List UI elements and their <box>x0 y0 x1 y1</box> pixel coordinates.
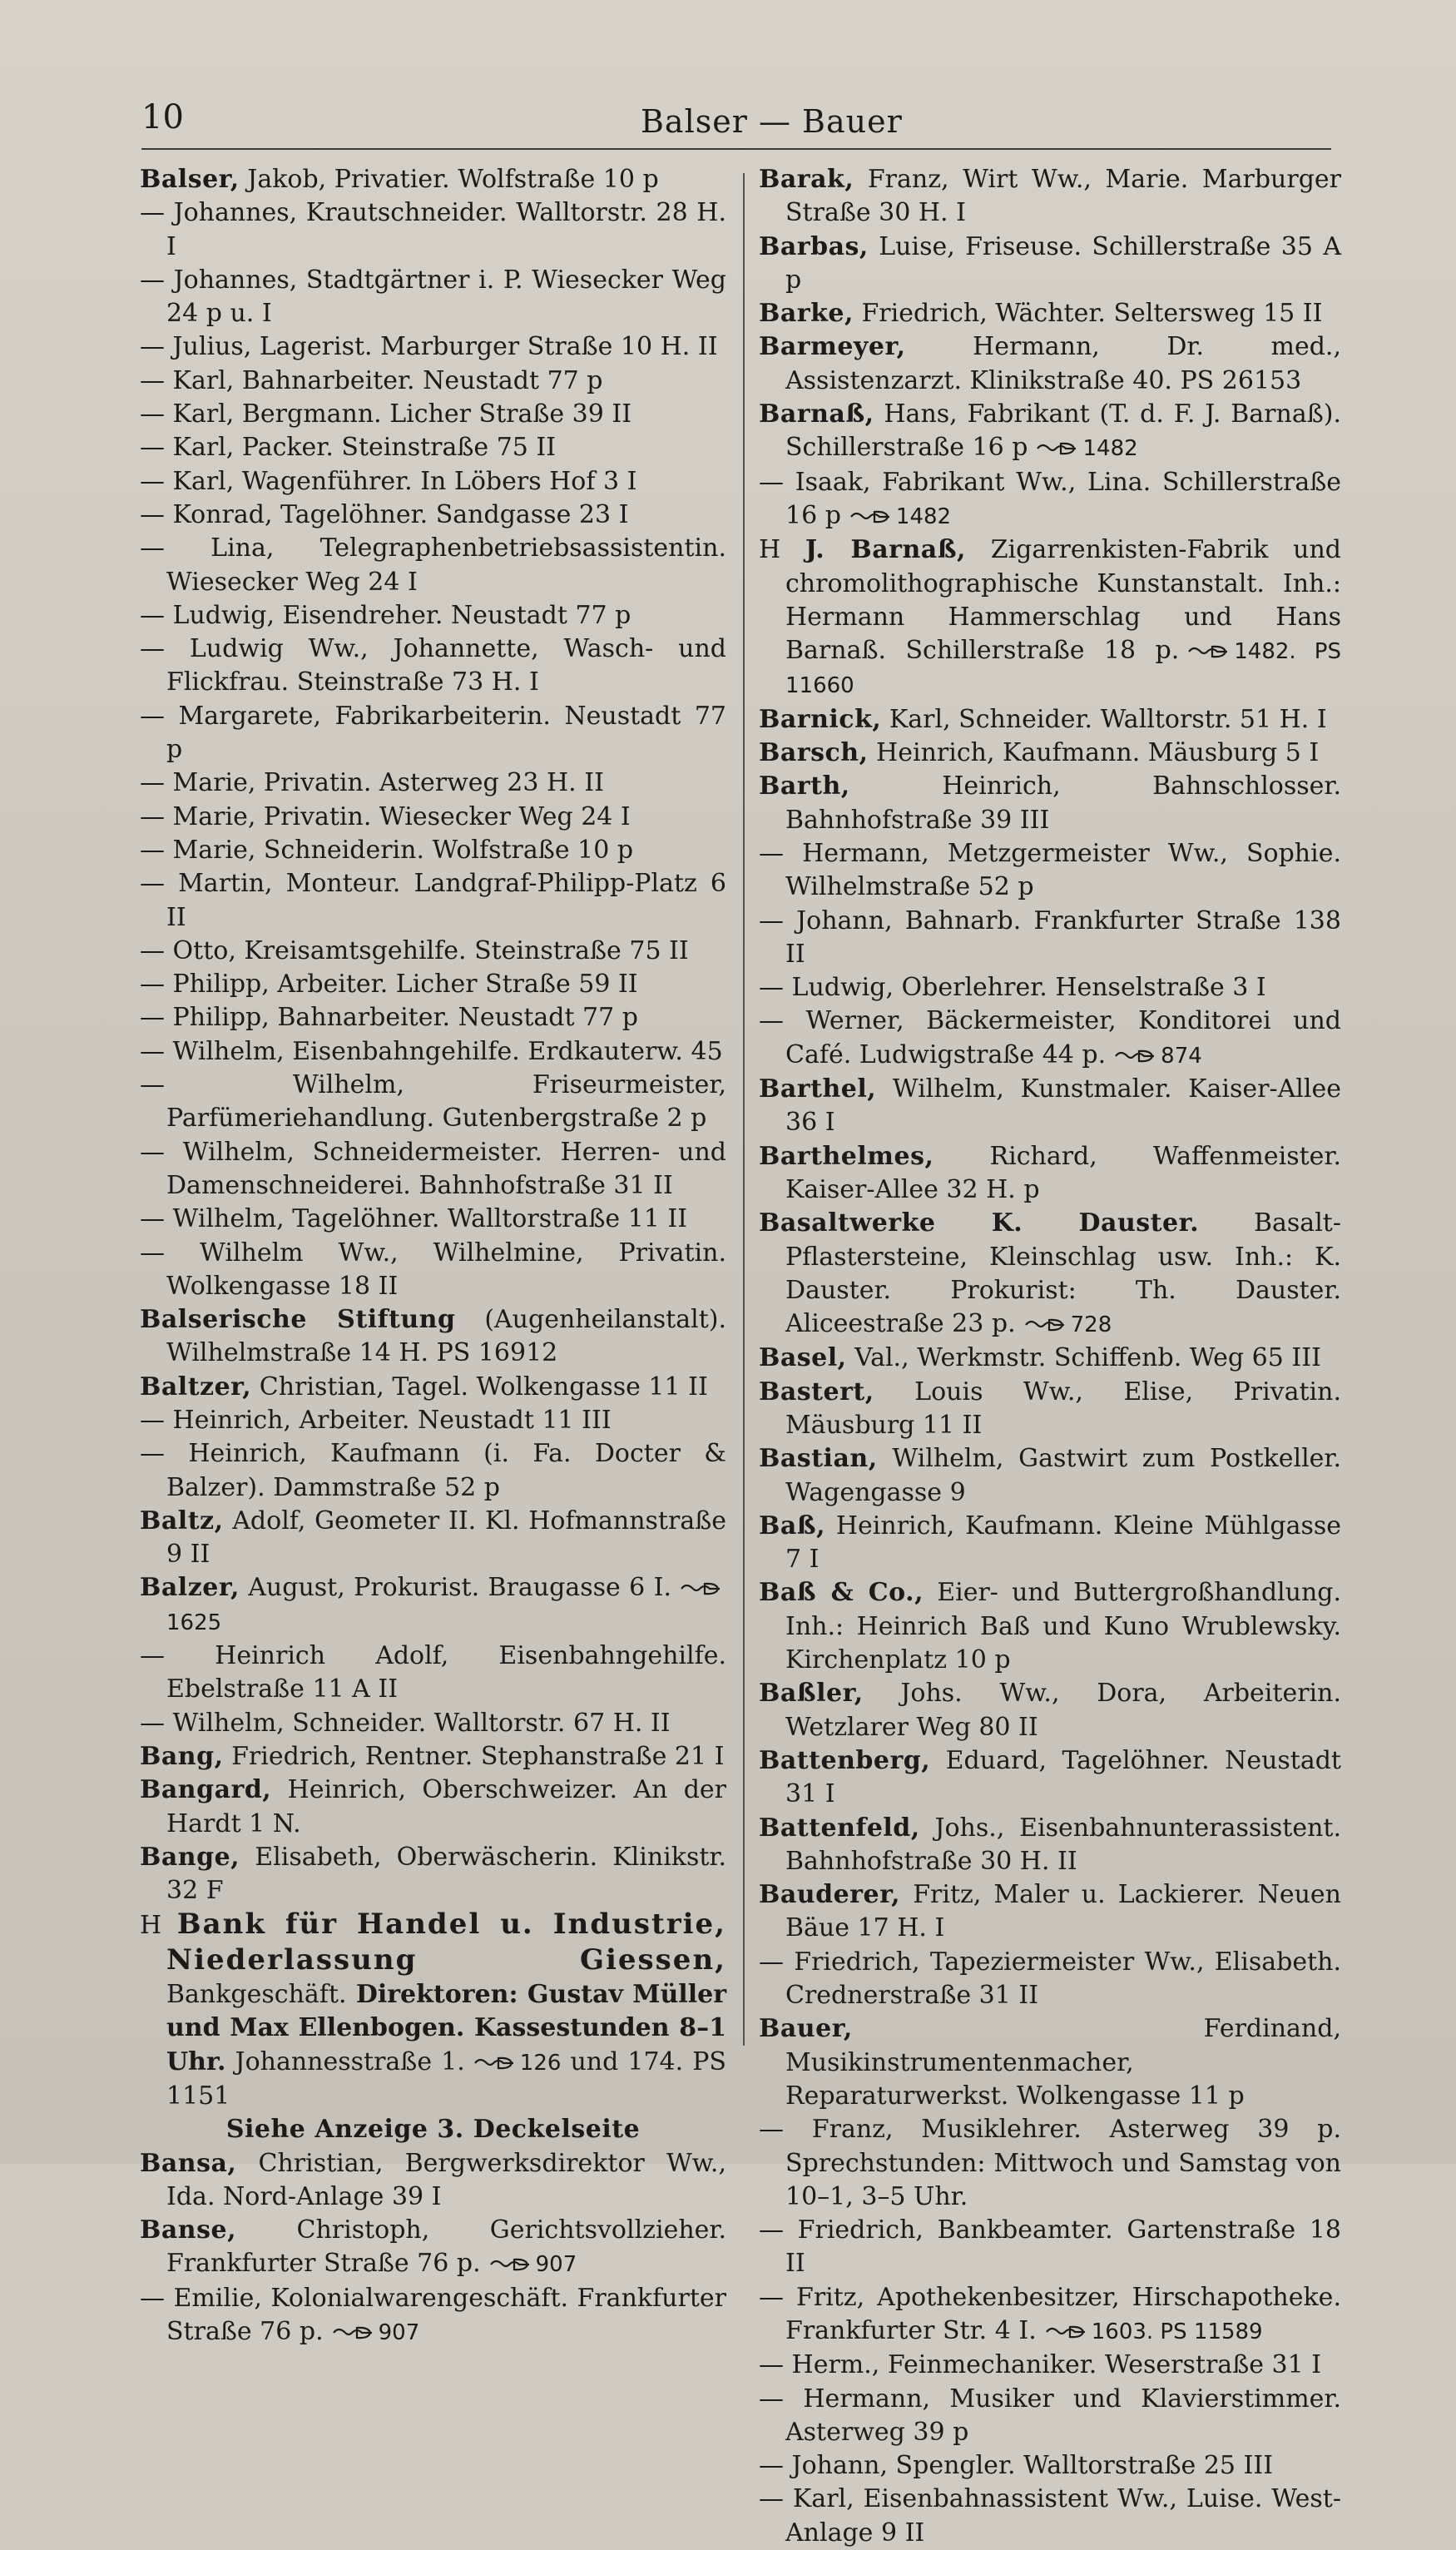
directory-entry <box>140 532 726 599</box>
right-column <box>759 163 1341 2550</box>
directory-entry <box>140 1571 726 1640</box>
entry-text: Konrad, Tagelöhner. Sandgasse 23 I <box>172 499 629 529</box>
directory-entry <box>140 1908 726 2113</box>
directory-entry <box>759 905 1341 972</box>
directory-entry <box>759 2383 1341 2450</box>
telephone-number: 907 <box>535 2252 577 2278</box>
telephone-number: 1603. PS 11589 <box>1091 2319 1263 2344</box>
directory-entry <box>140 1303 726 1371</box>
ditto-dash: — <box>140 399 173 429</box>
directory-entry <box>759 1510 1341 1577</box>
directory-entry <box>140 2147 726 2215</box>
telephone-icon <box>1114 1048 1156 1064</box>
entry-text: Basalt-Pflastersteine, Kleinschlag usw. Inh.: K. Dauster. Prokurist: Th. Dauster. Aliceestraße 23 p. <box>785 1208 1341 1339</box>
entry-headword: Barnaß, <box>759 399 874 429</box>
directory-entry <box>759 837 1341 905</box>
entry-text: Luise, Friseuse. Schillerstraße 35 A p <box>785 231 1341 295</box>
directory-entry <box>140 465 726 499</box>
entry-text: Wilhelm, Tagelöhner. Walltorstraße 11 II <box>172 1204 688 1234</box>
entry-text: Karl, Bergmann. Licher Straße 39 II <box>172 399 632 429</box>
entry-text: August, Prokurist. Braugasse 6 I. <box>239 1573 671 1603</box>
telephone-number: 1482 <box>895 504 952 529</box>
directory-entry <box>759 297 1341 330</box>
directory-entry <box>140 867 726 935</box>
entry-text: Johs. Ww., Dora, Arbeiterin. Wetzlarer Weg 80 II <box>785 1679 1341 1742</box>
entry-headword: Barthelmes, <box>759 1141 934 1171</box>
entry-text: Wilhelm Ww., Wilhelmine, Privatin. Wolkengasse 18 II <box>166 1238 726 1301</box>
entry-headword: Balser, <box>140 165 240 194</box>
telephone-icon <box>1036 440 1077 457</box>
directory-entry <box>140 633 726 700</box>
ditto-dash: — <box>140 499 173 529</box>
entry-text: Elisabeth, Oberwäscherin. Klinikstr. 32 F <box>166 1842 726 1906</box>
directory-entry <box>759 1005 1341 1073</box>
directory-entry <box>140 1437 726 1505</box>
entry-text: Friedrich, Tapeziermeister Ww., Elisabeth. Crednerstraße 31 II <box>785 1947 1341 2011</box>
entry-text: Karl, Wagenführer. In Löbers Hof 3 I <box>172 466 637 496</box>
ditto-dash: — <box>140 198 174 228</box>
entry-text: Franz, Wirt Ww., Marie. Marburger Straße 30 H. I <box>785 165 1341 228</box>
ditto-dash: — <box>759 2384 804 2414</box>
directory-entry <box>759 2012 1341 2113</box>
entry-text: Heinrich, Kaufmann. Mäusburg 5 I <box>868 738 1320 768</box>
directory-entry <box>140 431 726 464</box>
entry-marker: H <box>140 1911 177 1941</box>
directory-entry <box>140 1371 726 1404</box>
entry-text: Marie, Privatin. Asterweg 23 H. II <box>172 768 604 798</box>
entry-headword: Bastert, <box>759 1377 874 1406</box>
entry-text: Otto, Kreisamtsgehilfe. Steinstraße 75 II <box>172 935 689 965</box>
entry-headword: Barnick, <box>759 704 882 734</box>
entry-headword: J. Barnaß, <box>805 535 966 565</box>
telephone-number: 1482 <box>1082 436 1138 462</box>
ditto-dash: — <box>759 838 803 868</box>
entry-headword: Banse, <box>140 2215 237 2245</box>
directory-entry <box>759 1376 1341 1443</box>
ditto-dash: — <box>140 1204 173 1234</box>
entry-text: Heinrich, Kaufmann (i. Fa. Docter & Balzer). Dammstraße 52 p <box>166 1439 726 1502</box>
entry-text: Friedrich, Bankbeamter. Gartenstraße 18 II <box>785 2215 1341 2279</box>
entry-text: Marie, Schneiderin. Wolfstraße 10 p <box>172 835 634 865</box>
entry-text: Philipp, Arbeiter. Licher Straße 59 II <box>172 970 638 1000</box>
ditto-dash: — <box>140 332 173 362</box>
ditto-dash: — <box>140 365 173 395</box>
entry-headword: Baß & Co., <box>759 1578 924 1608</box>
directory-entry <box>759 1744 1341 1812</box>
entry-text: Hermann, Musiker und Klavierstimmer. Asterweg 39 p <box>785 2384 1341 2447</box>
ditto-dash: — <box>140 801 173 831</box>
page-header <box>141 98 1331 148</box>
entry-text: Emilie, Kolonialwarengeschäft. Frankfurter Straße 76 p. <box>166 2283 726 2346</box>
ditto-dash: — <box>140 265 174 295</box>
ditto-dash: — <box>140 935 173 965</box>
directory-entry <box>759 2349 1341 2382</box>
entry-text: Werner, Bäckermeister, Konditorei und Café. Ludwigstraße 44 p. <box>785 1006 1342 1069</box>
directory-entry <box>140 1740 726 1774</box>
directory-entry <box>759 770 1341 837</box>
entry-text: und 174. PS 1151 <box>166 2046 726 2111</box>
directory-entry <box>759 1576 1341 1677</box>
ditto-dash: — <box>140 768 173 798</box>
telephone-icon <box>680 1580 721 1597</box>
entry-headword: Bang, <box>140 1741 224 1771</box>
entry-headword: Baß, <box>759 1511 826 1540</box>
entry-headword: Bauer, <box>759 2014 853 2044</box>
ditto-dash: — <box>759 2350 792 2380</box>
directory-entry <box>140 2214 726 2282</box>
ditto-dash: — <box>140 433 173 463</box>
ditto-dash: — <box>140 869 179 899</box>
directory-entry <box>140 766 726 800</box>
telephone-number: 907 <box>378 2320 420 2345</box>
ditto-dash: — <box>140 1641 215 1671</box>
ditto-dash: — <box>140 634 190 664</box>
entry-text: Richard, Waffenmeister. Kaiser-Allee 32 H. p <box>785 1141 1341 1204</box>
entry-text: Johs., Eisenbahnunterassistent. Bahnhofstraße 30 H. II <box>785 1813 1341 1876</box>
entry-text: Karl, Eisenbahnassistent Ww., Luise. West-Anlage 9 II <box>785 2484 1341 2548</box>
entry-headword: Bansa, <box>140 2148 237 2178</box>
entry-text: Ludwig, Oberlehrer. Henselstraße 3 I <box>791 973 1266 1003</box>
telephone-icon <box>1187 643 1229 660</box>
running-title: Balser — Bauer <box>641 103 903 140</box>
entry-headword: Balzer, <box>140 1573 240 1603</box>
entry-text: Wilhelm, Kunstmaler. Kaiser-Allee 36 I <box>785 1074 1341 1138</box>
entry-text: Herm., Feinmechaniker. Weserstraße 31 I <box>791 2350 1322 2380</box>
directory-entry <box>140 1841 726 1908</box>
left-column <box>140 163 726 2349</box>
entry-text-bold: Direktoren: Gustav Müller und Max Ellenbogen. Kassestunden 8–1 Uhr. <box>166 1980 726 2076</box>
entry-text: Heinrich, Kaufmann. Kleine Mühlgasse 7 I <box>785 1511 1341 1575</box>
directory-entry <box>140 1001 726 1034</box>
entry-text: Karl, Bahnarbeiter. Neustadt 77 p <box>172 365 603 395</box>
entry-headword: Barthel, <box>759 1074 877 1104</box>
ditto-dash: — <box>140 1003 173 1033</box>
entry-headword: Barth, <box>759 771 850 801</box>
directory-entry <box>759 2449 1341 2483</box>
entry-text: Isaak, Fabrikant Ww., Lina. Schillerstraße 16 p <box>785 467 1341 530</box>
entry-text: Zigarrenkisten-Fabrik und chromolithographische Kunstanstalt. Inh.: Hermann Hammerschlag und Hans Barnaß. Schillerstraße 18 p. <box>785 535 1342 666</box>
directory-entry <box>140 2282 726 2350</box>
cross-reference: Siehe Anzeige 3. Deckelseite <box>225 2115 641 2145</box>
column-divider <box>743 173 745 2046</box>
directory-entry <box>140 163 726 196</box>
entry-text: Heinrich, Oberschweizer. An der Hardt 1 N. <box>166 1775 726 1838</box>
entry-headword: Barak, <box>759 165 854 194</box>
ditto-dash: — <box>140 1070 293 1100</box>
entry-text: Marie, Privatin. Wiesecker Weg 24 I <box>172 801 631 831</box>
directory-entry <box>759 1207 1341 1342</box>
directory-entry <box>140 1136 726 1203</box>
directory-entry <box>759 2483 1341 2550</box>
telephone-number: 728 <box>1070 1312 1112 1338</box>
entry-headword: Battenberg, <box>759 1745 931 1775</box>
ditto-dash: — <box>140 1238 201 1268</box>
ditto-dash: — <box>140 2283 174 2313</box>
directory-entry <box>140 365 726 398</box>
entry-text: Wilhelm, Gastwirt zum Postkeller. Wagengasse 9 <box>785 1444 1341 1507</box>
directory-entry <box>140 1237 726 1304</box>
entry-text: Karl, Packer. Steinstraße 75 II <box>172 433 557 463</box>
entry-text: Christoph, Gerichtsvollzieher. Frankfurter Straße 76 p. <box>166 2215 726 2279</box>
directory-entry <box>759 330 1341 398</box>
entry-headword: Bauderer, <box>759 1880 901 1910</box>
entry-text: Eier- und Buttergroßhandlung. Inh.: Heinrich Baß und Kuno Wrublewsky. Kirchenplatz 10 p <box>785 1578 1342 1675</box>
entry-text: Louis Ww., Elise, Privatin. Mäusburg 11 II <box>785 1377 1341 1440</box>
directory-entry <box>759 1442 1341 1510</box>
entry-headword: Barmeyer, <box>759 332 906 362</box>
entry-text: Wilhelm, Schneidermeister. Herren- und Damenschneiderei. Bahnhofstraße 31 II <box>166 1137 726 1200</box>
directory-entry <box>140 264 726 331</box>
ditto-dash: — <box>140 533 211 563</box>
entry-text: Wilhelm, Schneider. Walltorstr. 67 H. II <box>172 1708 671 1738</box>
directory-entry <box>140 1640 726 1707</box>
ditto-dash: — <box>759 1006 806 1036</box>
telephone-number: 874 <box>1161 1043 1202 1069</box>
directory-entry <box>140 398 726 431</box>
ditto-dash: — <box>759 1947 795 1977</box>
entry-marker: H <box>759 535 805 565</box>
directory-entry <box>140 1069 726 1136</box>
ditto-dash: — <box>140 1137 183 1167</box>
entry-text: Karl, Schneider. Walltorstr. 51 H. I <box>881 704 1327 734</box>
header-rule <box>141 148 1331 150</box>
entry-text: Heinrich Adolf, Eisenbahngehilfe. Ebelstraße 11 A II <box>166 1641 726 1704</box>
entry-text: Bankgeschäft. <box>166 1980 347 2010</box>
entry-headword: Barke, <box>759 299 854 329</box>
entry-text: Johannes, Stadtgärtner i. P. Wiesecker Weg 24 p u. I <box>166 265 726 329</box>
ditto-dash: — <box>140 1405 173 1435</box>
entry-text: Hans, Fabrikant (T. d. F. J. Barnaß). Schillerstraße 16 p <box>785 399 1341 463</box>
telephone-icon <box>489 2256 531 2273</box>
entry-text: Hermann, Metzgermeister Ww., Sophie. Wilhelmstraße 52 p <box>785 838 1341 902</box>
directory-entry <box>759 1812 1341 1879</box>
entry-text: (Augenheilanstalt). Wilhelmstraße 14 H. PS 16912 <box>166 1305 726 1368</box>
entry-text: Ludwig Ww., Johannette, Wasch- und Flickfrau. Steinstraße 73 H. I <box>166 634 726 697</box>
entry-text: Christian, Bergwerksdirektor Ww., Ida. Nord-Anlage 39 I <box>166 2148 726 2211</box>
directory-entry <box>759 737 1341 770</box>
entry-text: Julius, Lagerist. Marburger Straße 10 H. II <box>172 332 718 362</box>
directory-entry <box>759 703 1341 737</box>
ditto-dash: — <box>759 973 792 1003</box>
ditto-dash: — <box>140 1439 189 1469</box>
telephone-icon <box>473 2055 515 2071</box>
ditto-dash: — <box>759 467 795 497</box>
directory-entry <box>759 2214 1341 2281</box>
ditto-dash: — <box>759 905 797 935</box>
directory-entry <box>140 2113 726 2146</box>
ditto-dash: — <box>759 2115 812 2145</box>
directory-entry <box>140 1505 726 1572</box>
ditto-dash: — <box>140 600 173 630</box>
entry-headword: Battenfeld, <box>759 1813 920 1843</box>
telephone-icon <box>1045 2324 1087 2340</box>
ditto-dash: — <box>140 466 173 496</box>
entry-headword: Barsch, <box>759 738 869 768</box>
directory-entry <box>140 968 726 1001</box>
directory-entry <box>759 1073 1341 1140</box>
directory-entry <box>140 1707 726 1740</box>
telephone-number: 126 <box>519 2050 562 2076</box>
entry-text: Adolf, Geometer II. Kl. Hofmannstraße 9 II <box>166 1506 726 1570</box>
directory-entry <box>759 2281 1341 2349</box>
ditto-dash: — <box>759 2215 798 2245</box>
entry-headword: Bastian, <box>759 1444 878 1474</box>
entry-text: Johann, Bahnarb. Frankfurter Straße 138 II <box>785 905 1341 969</box>
entry-text: Johannes, Krautschneider. Walltorstr. 28 H. I <box>166 198 726 261</box>
entry-text: Johannesstraße 1. <box>225 2046 465 2076</box>
entry-text: Margarete, Fabrikarbeiterin. Neustadt 77 p <box>166 701 726 765</box>
entry-text: Val., Werkmstr. Schiffenb. Weg 65 III <box>846 1343 1321 1373</box>
directory-entry <box>140 196 726 264</box>
directory-entry <box>140 1203 726 1236</box>
directory-entry <box>140 599 726 633</box>
ditto-dash: — <box>759 2451 792 2481</box>
directory-entry <box>759 1878 1341 1946</box>
entry-headword: Basaltwerke K. Dauster. <box>759 1208 1200 1238</box>
telephone-number: 1482. PS 11660 <box>785 639 1341 699</box>
directory-entry <box>759 398 1341 466</box>
entry-text: Heinrich, Bahnschlosser. Bahnhofstraße 39 III <box>785 771 1341 835</box>
telephone-number: 1625 <box>166 1610 222 1635</box>
directory-entry <box>759 1140 1341 1208</box>
entry-text: Friedrich, Wächter. Seltersweg 15 II <box>853 299 1323 329</box>
entry-text: Martin, Monteur. Landgraf-Philipp-Platz 6 II <box>166 869 726 932</box>
ditto-dash: — <box>759 2484 793 2514</box>
entry-headword: Bange, <box>140 1842 240 1872</box>
directory-entry <box>759 533 1341 702</box>
directory-entry <box>140 1035 726 1069</box>
ditto-dash: — <box>759 2282 796 2312</box>
directory-entry <box>759 163 1341 231</box>
page-number: 10 <box>141 98 184 136</box>
telephone-icon <box>849 509 891 525</box>
directory-entry <box>140 700 726 767</box>
ditto-dash: — <box>140 835 173 865</box>
entry-text: Ferdinand, Musikinstrumentenmacher, Reparaturwerkst. Wolkengasse 11 p <box>785 2014 1341 2111</box>
entry-headword: Barbas, <box>759 231 869 261</box>
telephone-icon <box>1024 1317 1066 1333</box>
entry-headword: Balserische Stiftung <box>140 1305 456 1335</box>
directory-entry <box>759 1946 1341 2013</box>
telephone-icon <box>332 2324 374 2341</box>
entry-text: Wilhelm, Eisenbahngehilfe. Erdkauterw. 45 <box>172 1036 723 1066</box>
directory-entry <box>759 466 1341 534</box>
directory-entry <box>140 499 726 532</box>
ditto-dash: — <box>140 701 179 731</box>
entry-text: Lina, Telegraphenbetriebsassistentin. Wiesecker Weg 24 I <box>166 533 726 597</box>
entry-headword: Baltzer, <box>140 1372 252 1402</box>
directory-entry <box>140 834 726 867</box>
directory-entry <box>759 231 1341 298</box>
entry-text: Friedrich, Rentner. Stephanstraße 21 I <box>223 1741 725 1771</box>
entry-text: Hermann, Dr. med., Assistenzarzt. Klinikstraße 40. PS 26153 <box>785 332 1341 395</box>
directory-entry <box>140 935 726 968</box>
entry-headword: Bangard, <box>140 1775 272 1805</box>
entry-text: Fritz, Maler u. Lackierer. Neuen Bäue 17 H. I <box>785 1880 1341 1943</box>
ditto-dash: — <box>140 970 173 1000</box>
directory-entry <box>759 1677 1341 1744</box>
entry-text: Philipp, Bahnarbeiter. Neustadt 77 p <box>172 1003 638 1033</box>
entry-text: Franz, Musiklehrer. Asterweg 39 p. Sprechstunden: Mittwoch und Samstag von 10–1, 3–5 Uhr. <box>785 2115 1341 2211</box>
entry-text: Christian, Tagel. Wolkengasse 11 II <box>251 1372 708 1402</box>
directory-entry <box>140 330 726 364</box>
ditto-dash: — <box>140 1708 173 1738</box>
entry-text: Jakob, Privatier. Wolfstraße 10 p <box>239 165 659 194</box>
entry-text: Ludwig, Eisendreher. Neustadt 77 p <box>172 600 631 630</box>
directory-entry <box>759 1342 1341 1375</box>
entry-headword: Basel, <box>759 1343 847 1373</box>
entry-text: Wilhelm, Friseurmeister, Parfümeriehandlung. Gutenbergstraße 2 p <box>166 1070 726 1134</box>
ditto-dash: — <box>140 1036 173 1066</box>
entry-headword: Baltz, <box>140 1506 224 1535</box>
entry-text: Eduard, Tagelöhner. Neustadt 31 I <box>785 1745 1341 1809</box>
directory-entry <box>140 1404 726 1437</box>
entry-headword: Bank für Handel u. Industrie, Niederlassung Giessen, <box>166 1908 726 1977</box>
directory-entry <box>140 1774 726 1841</box>
directory-entry <box>759 971 1341 1005</box>
entry-headword: Baßler, <box>759 1679 864 1709</box>
entry-text: Heinrich, Arbeiter. Neustadt 11 III <box>172 1405 612 1435</box>
directory-entry <box>140 801 726 834</box>
entry-text: Fritz, Apothekenbesitzer, Hirschapotheke. Frankfurter Str. 4 I. <box>785 2282 1341 2345</box>
entry-text: Johann, Spengler. Walltorstraße 25 III <box>791 2451 1274 2481</box>
